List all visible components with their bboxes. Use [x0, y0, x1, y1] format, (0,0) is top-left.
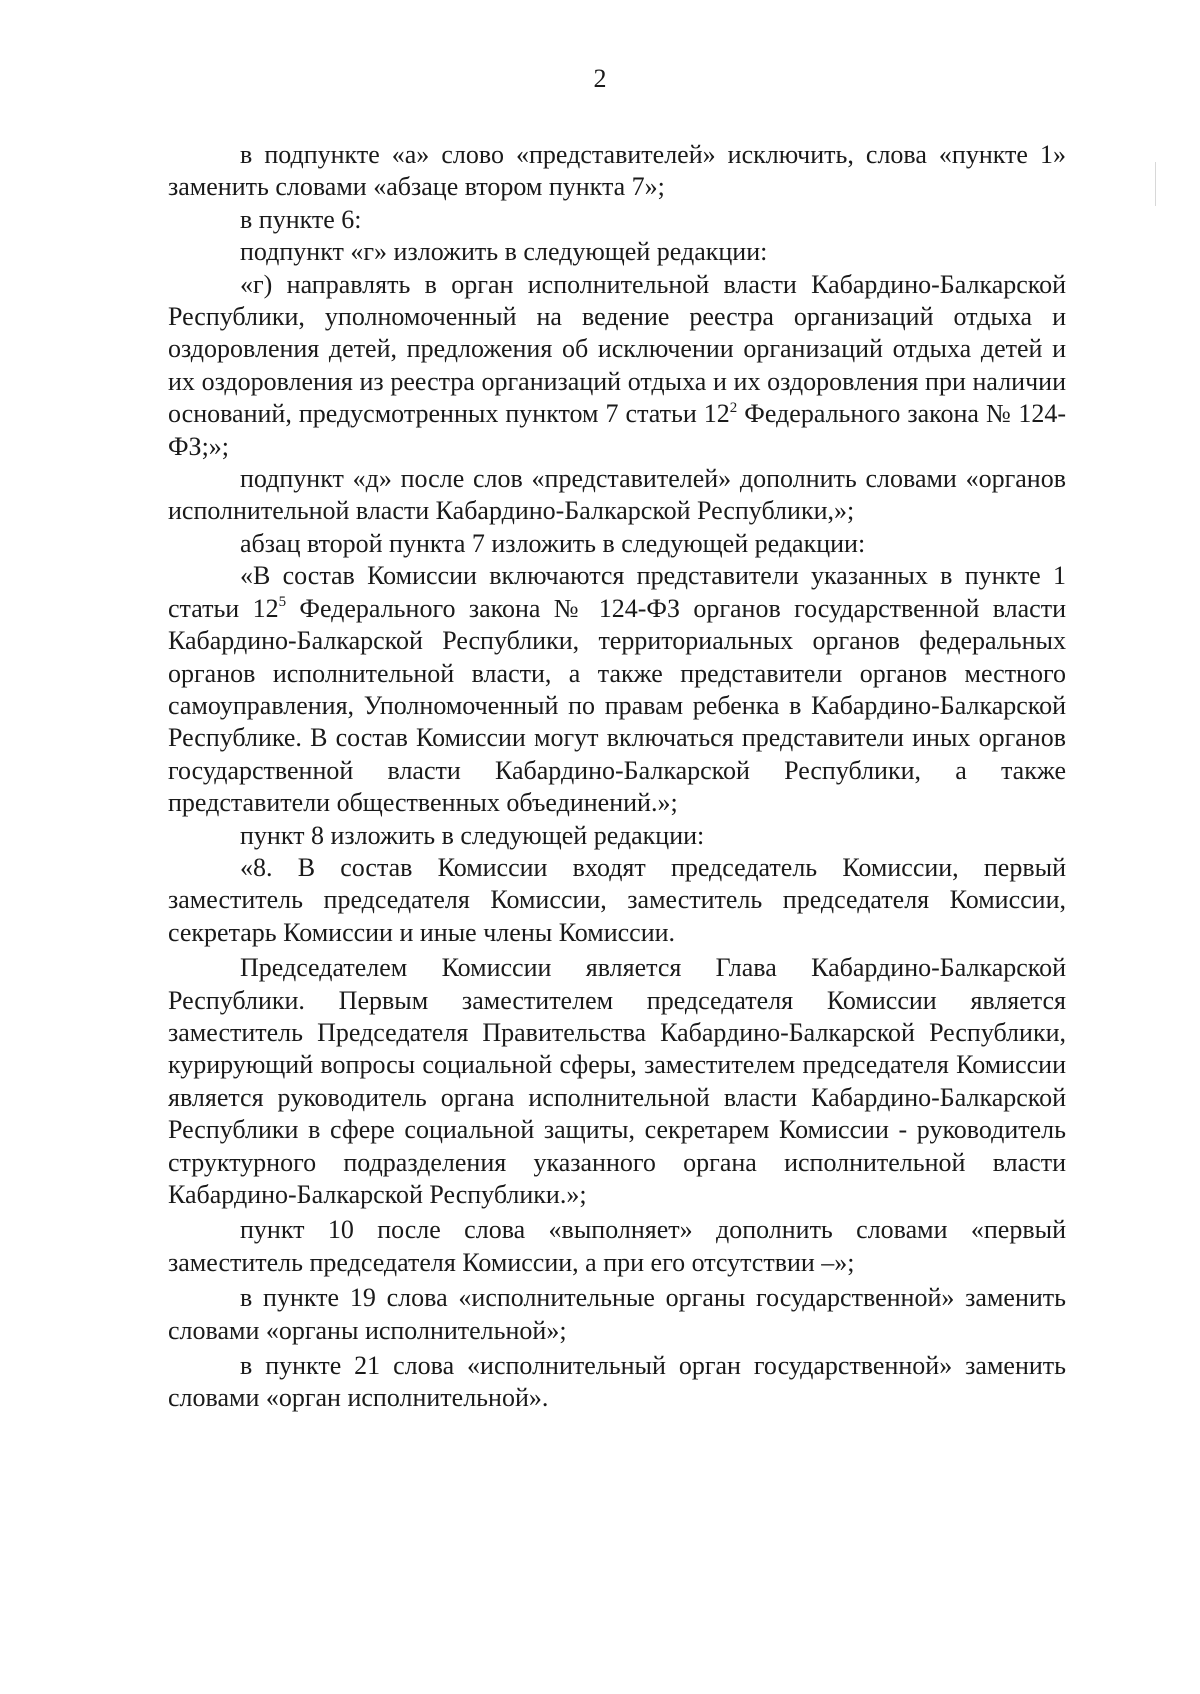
- paragraph-8: пункт 8 изложить в следующей редакции:: [240, 820, 705, 850]
- paragraph-12: в пункте 19 слова «исполнительные органы государственной» заменить словами «органы исполнительной»;: [168, 1283, 1066, 1345]
- scan-artifact: [1155, 162, 1156, 206]
- paragraph-4: [168, 269, 1066, 463]
- paragraph-4-tail: Федерального закона № 124-ФЗ;»;: [168, 399, 1066, 461]
- article-superscript: 2: [729, 399, 738, 416]
- paragraph-11: пункт 10 после слова «выполняет» дополнить словами «первый заместитель председателя Комиссии, а при его отсутствии –»;: [168, 1215, 1066, 1277]
- page-number: 2: [593, 64, 607, 93]
- paragraph-4-text: «г) направлять в орган исполнительной власти Кабардино-Балкарской Республики, уполномоченный на ведение реестра организаций отдыха и оздоровления детей, предложения об исключении организаций отдыха детей и их оздоровления из реестра организаций отдыха и их оздоровления при наличии оснований, предусмотренных пунктом 7 статьи 12: [168, 269, 1066, 429]
- document-body: [168, 139, 1066, 1415]
- paragraph-2: в пункте 6:: [240, 204, 362, 234]
- paragraph-13: в пункте 21 слова «исполнительный орган государственной» заменить словами «орган исполнительной».: [168, 1351, 1066, 1413]
- paragraph-1: в подпункте «а» слово «представителей» исключить, слова «пункте 1» заменить словами «абзаце втором пункта 7»;: [168, 140, 1066, 202]
- paragraph-9: «8. В состав Комиссии входят председатель Комиссии, первый заместитель председателя Комиссии, заместитель председателя Комиссии, секретарь Комиссии и иные члены Комиссии.: [168, 852, 1066, 947]
- paragraph-7-text: «В состав Комиссии включаются представители указанных в пункте 1 статьи 12: [168, 561, 1066, 623]
- paragraph-10: Председателем Комиссии является Глава Кабардино-Балкарской Республики. Первым заместителем председателя Комиссии является заместитель Председателя Правительства Кабардино-Балкарской Республики, курирующий вопросы социальной сферы, заместителем председателя Комиссии является руководитель органа исполнительной власти Кабардино-Балкарской Республики в сфере социальной защиты, секретарем Комиссии - руководитель структурного подразделения указанного органа исполнительной власти Кабардино-Балкарской Республики.»;: [168, 953, 1066, 1209]
- paragraph-6: абзац второй пункта 7 изложить в следующей редакции:: [240, 528, 866, 558]
- paragraph-7: [168, 560, 1066, 819]
- paragraph-5: подпункт «д» после слов «представителей» дополнить словами «органов исполнительной власти Кабардино-Балкарской Республики,»;: [168, 464, 1066, 526]
- paragraph-7-tail: Федерального закона № 124-ФЗ органов государственной власти Кабардино-Балкарской Республики, территориальных органов федеральных органов исполнительной власти, а также представители органов местного самоуправления, Уполномоченный по правам ребенка в Кабардино-Балкарской Республике. В состав Комиссии могут включаться представители иных органов государственной власти Кабардино-Балкарской Республики, а также представители общественных объединений.»;: [168, 593, 1066, 818]
- paragraph-3: подпункт «г» изложить в следующей редакции:: [240, 237, 768, 267]
- article-superscript: 5: [278, 594, 287, 611]
